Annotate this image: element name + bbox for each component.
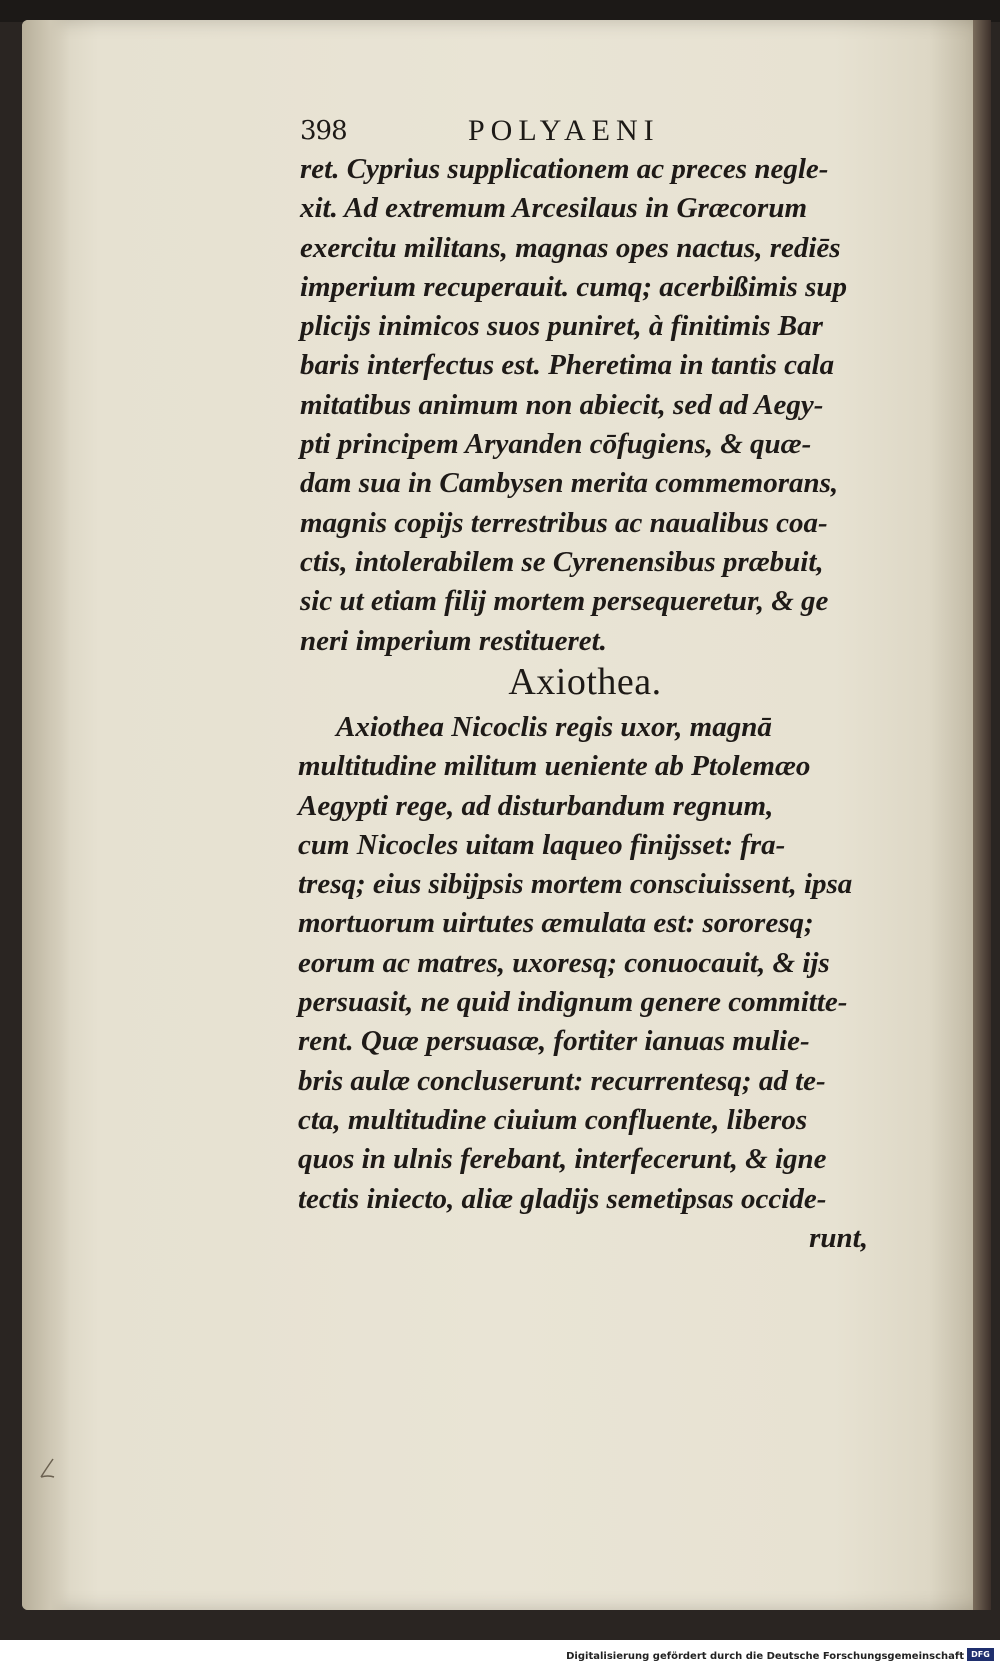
- text-line: Axiothea Nicoclis regis uxor, magnā: [336, 711, 772, 743]
- text-line: baris interfectus est. Pheretima in tantis cala: [300, 349, 835, 382]
- text-line: multitudine militum ueniente ab Ptolemæo: [298, 750, 811, 783]
- page-number: 398: [300, 116, 347, 146]
- text-line: eorum ac matres, uxoresq; conuocauit, & ijs: [298, 946, 830, 979]
- text-line: neri imperium restitueret.: [300, 624, 607, 657]
- text-line: quos in ulnis ferebant, interfecerunt, & igne: [298, 1143, 827, 1176]
- text-line: tresq; eius sibijpsis mortem consciuissent, ipsa: [298, 868, 853, 901]
- catchword: runt,: [809, 1221, 868, 1254]
- page-gutter-shadow: [22, 20, 70, 1610]
- text-line: bris aulæ concluserunt: recurrentesq; ad te-: [298, 1064, 826, 1097]
- text-line: dam sua in Cambysen merita commemorans,: [300, 467, 839, 500]
- text-line: pti principem Aryanden cōfugiens, & quæ-: [300, 428, 812, 461]
- section-title: Axiothea.: [508, 661, 662, 703]
- page-header: [300, 112, 920, 152]
- top-border: [0, 0, 1000, 22]
- text-line: persuasit, ne quid indignum genere committe-: [298, 986, 848, 1019]
- dfg-logo: DFG: [967, 1648, 994, 1661]
- text-line: Aegypti rege, ad disturbandum regnum,: [298, 789, 774, 822]
- text-line: mitatibus animum non abiecit, sed ad Aegy-: [300, 388, 824, 421]
- text-line: mortuorum uirtutes æmulata est: sororesq;: [298, 907, 814, 940]
- running-head: POLYAENI: [468, 114, 660, 147]
- pencil-mark-icon: [38, 1455, 58, 1481]
- text-line: plicijs inimicos suos puniret, à finitimis Bar: [300, 310, 823, 343]
- text-line: ret. Cyprius supplicationem ac preces negle-: [300, 153, 829, 185]
- text-line: exercitu militans, magnas opes nactus, rediēs: [300, 231, 841, 264]
- paragraph-1: [300, 150, 870, 661]
- text-line: cta, multitudine ciuium confluente, liberos: [298, 1103, 808, 1136]
- text-line: magnis copijs terrestribus ac naualibus coa-: [300, 506, 828, 539]
- text-line: rent. Quæ persuasæ, fortiter ianuas mulie-: [298, 1025, 810, 1058]
- paragraph-2: [298, 708, 878, 1258]
- page-fore-edge: [973, 20, 991, 1610]
- text-line: xit. Ad extremum Arcesilaus in Græcorum: [300, 192, 808, 225]
- text-line: tectis iniecto, aliæ gladijs semetipsas occide-: [298, 1182, 827, 1215]
- footer-credit: Digitalisierung gefördert durch die Deutsche Forschungsgemeinschaft: [566, 1651, 964, 1662]
- text-line: cum Nicocles uitam laqueo finijsset: fra-: [298, 828, 786, 861]
- text-line: sic ut etiam filij mortem persequeretur, & ge: [300, 585, 829, 618]
- text-line: imperium recuperauit. cumq; acerbißimis sup: [300, 270, 847, 303]
- text-line: ctis, intolerabilem se Cyrenensibus præbuit,: [300, 545, 824, 578]
